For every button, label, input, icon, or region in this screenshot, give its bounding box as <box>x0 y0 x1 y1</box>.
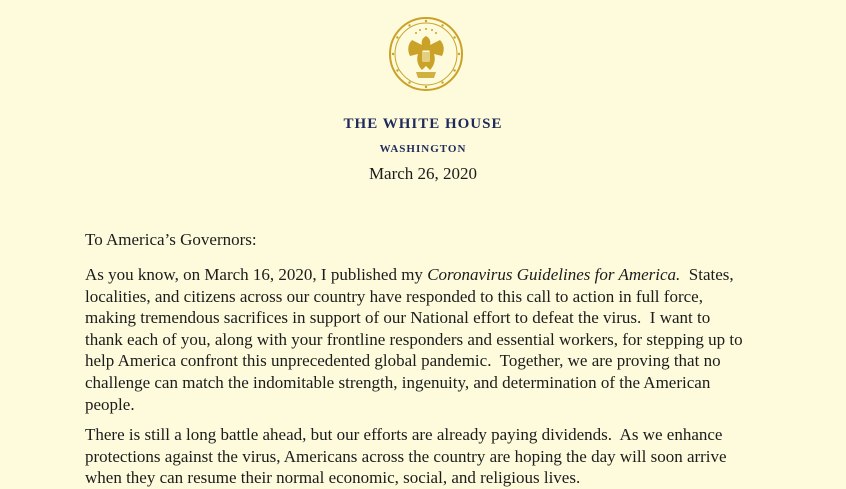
paragraph-1-line-1-start: As you know, on March 16, 2020, I published my <box>85 265 428 284</box>
paragraph-1-line-6: challenge can match the indomitable strength, ingenuity, and determination of the American <box>85 372 711 392</box>
paragraph-1-line-7: people. <box>85 394 135 414</box>
letter-date: March 26, 2020 <box>368 164 478 183</box>
paragraph-1-line-2: localities, and citizens across our country have responded to this call to action in full force, <box>85 286 703 306</box>
paragraph-1-line-3: making tremendous sacrifices in support of our National effort to defeat the virus. I want to <box>85 308 711 328</box>
presidential-seal-icon <box>388 16 464 92</box>
letterhead-location: WASHINGTON <box>379 143 467 155</box>
paragraph-2-line-1: There is still a long battle ahead, but our efforts are already paying dividends. As we enhance <box>85 425 723 444</box>
paragraph-1-line-1 <box>85 264 757 286</box>
paragraph-1-line-1-end: States, <box>680 265 734 284</box>
letterhead-title: THE WHITE HOUSE <box>343 116 503 132</box>
paragraph-2-line-2: protections against the virus, Americans across the country are hoping the day will soon arrive <box>85 446 727 466</box>
paragraph-2 <box>85 424 757 489</box>
paragraph-2-line-3: when they can resume their normal economic, social, and religious lives. <box>85 468 581 488</box>
paragraph-1 <box>85 264 757 415</box>
salutation: To America’s Governors: <box>85 230 257 249</box>
paragraph-1-line-5: help America confront this unprecedented global pandemic. Together, we are proving that no <box>85 351 721 371</box>
guidelines-title: Coronavirus Guidelines for America. <box>427 265 681 284</box>
paragraph-1-line-4: thank each of you, along with your frontline responders and essential workers, for stepping up to <box>85 329 743 349</box>
